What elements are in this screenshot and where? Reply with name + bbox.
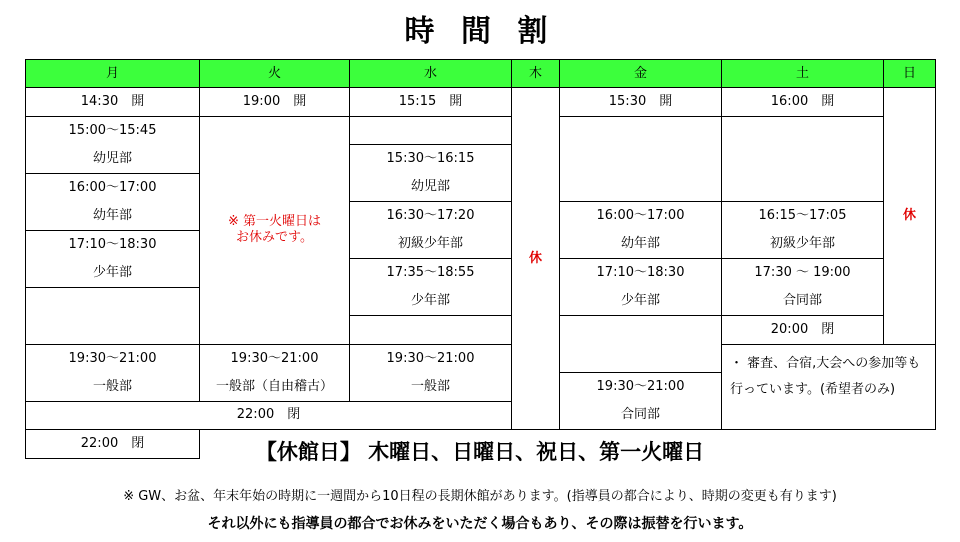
day-header-row	[26, 60, 936, 88]
mon-empty	[26, 287, 200, 344]
thu-closed: 休	[512, 88, 560, 430]
fri-slot1-time: 16:00〜17:00	[596, 208, 685, 223]
sat-slot1-name: 初級少年部	[769, 236, 835, 251]
tue-note-line1: ※ 第一火曜日は	[227, 214, 322, 229]
fri-slot1	[560, 202, 722, 259]
sat-slot2	[722, 259, 884, 316]
day-header-thu: 木	[512, 60, 560, 88]
sat-empty-1	[722, 116, 884, 202]
closed-days: 【休館日】 木曜日、日曜日、祝日、第一火曜日	[255, 440, 705, 464]
mon-slot2-name: 幼年部	[92, 207, 132, 223]
mon-slot1-name: 幼児部	[92, 150, 132, 166]
day-header-mon: 月	[26, 60, 200, 88]
mon-open: 14:30 開	[26, 88, 200, 117]
mon-slot3	[26, 230, 200, 287]
wed-slot2-time: 16:30〜17:20	[386, 208, 475, 223]
fri-close: 22:00 閉	[26, 430, 200, 459]
wed-slot3	[350, 259, 512, 316]
day-header-sun: 日	[884, 60, 936, 88]
wed-open: 15:15 開	[350, 88, 512, 117]
tue-general	[200, 344, 350, 401]
sat-open: 16:00 開	[722, 88, 884, 117]
fri-slot2-name: 少年部	[620, 293, 660, 308]
day-header-fri: 金	[560, 60, 722, 88]
wed-general-time: 19:30〜21:00	[386, 350, 475, 366]
day-header-sat: 土	[722, 60, 884, 88]
sun-closed: 休	[884, 88, 936, 345]
sat-note-line1: ・ 審査、合宿,大会への参加等も	[730, 355, 921, 371]
mon-slot2-time: 16:00〜17:00	[68, 179, 157, 195]
fri-empty-2	[560, 316, 722, 373]
sat-slot2-name: 合同部	[782, 293, 822, 308]
fri-empty-1	[560, 116, 722, 202]
sat-slot2-time: 17:30 〜 19:00	[754, 265, 851, 280]
mon-slot3-name: 少年部	[92, 264, 132, 280]
tue-note-line2: お休みです。	[236, 230, 313, 245]
day-header-tue: 火	[200, 60, 350, 88]
mon-general-time: 19:30〜21:00	[68, 350, 157, 366]
page-title: 時 間 割	[404, 14, 556, 49]
mon-general-name: 一般部	[92, 378, 132, 394]
fri-general	[560, 373, 722, 430]
wed-empty-2	[350, 316, 512, 345]
fri-slot2-time: 17:10〜18:30	[596, 265, 685, 280]
wed-empty-1	[350, 116, 512, 145]
sat-note	[722, 344, 936, 430]
wed-slot3-name: 少年部	[410, 293, 450, 308]
sat-note-line2: 行っています。(希望者のみ)	[730, 381, 896, 397]
mon-slot3-time: 17:10〜18:30	[68, 236, 157, 252]
fri-general-time: 19:30〜21:00	[596, 379, 685, 394]
fri-slot2	[560, 259, 722, 316]
sat-close: 20:00 閉	[722, 316, 884, 345]
tue-open: 19:00 開	[200, 88, 350, 117]
tue-general-name: 一般部（自由稽古）	[215, 378, 333, 394]
wed-general	[350, 344, 512, 401]
wed-slot2	[350, 202, 512, 259]
mon-slot2	[26, 173, 200, 230]
sat-slot1-time: 16:15〜17:05	[758, 208, 847, 223]
tue-general-time: 19:30〜21:00	[230, 350, 319, 366]
timetable	[25, 59, 936, 459]
wed-slot2-name: 初級少年部	[397, 236, 463, 251]
wed-general-name: 一般部	[410, 378, 450, 394]
tue-note	[200, 116, 350, 344]
substitute-note: それ以外にも指導員の都合でお休みをいただく場合もあり、その際は振替を行います。	[207, 516, 753, 532]
sat-slot1	[722, 202, 884, 259]
mon-to-wed-close: 22:00 閉	[26, 401, 512, 430]
mon-slot1	[26, 116, 200, 173]
wed-slot1-time: 15:30〜16:15	[386, 151, 475, 166]
wed-slot1-name: 幼児部	[410, 179, 450, 194]
wed-slot1	[350, 145, 512, 202]
mon-slot1-time: 15:00〜15:45	[68, 122, 157, 138]
mon-general	[26, 344, 200, 401]
fri-slot1-name: 幼年部	[620, 236, 660, 251]
day-header-wed: 水	[350, 60, 512, 88]
fri-general-name: 合同部	[620, 407, 660, 422]
fri-open: 15:30 開	[560, 88, 722, 117]
wed-slot3-time: 17:35〜18:55	[386, 265, 475, 280]
long-holiday-note: ※ GW、お盆、年末年始の時期に一週間から10日程の長期休館があります。(指導員の都合により、時期の変更も有ります)	[123, 489, 837, 504]
